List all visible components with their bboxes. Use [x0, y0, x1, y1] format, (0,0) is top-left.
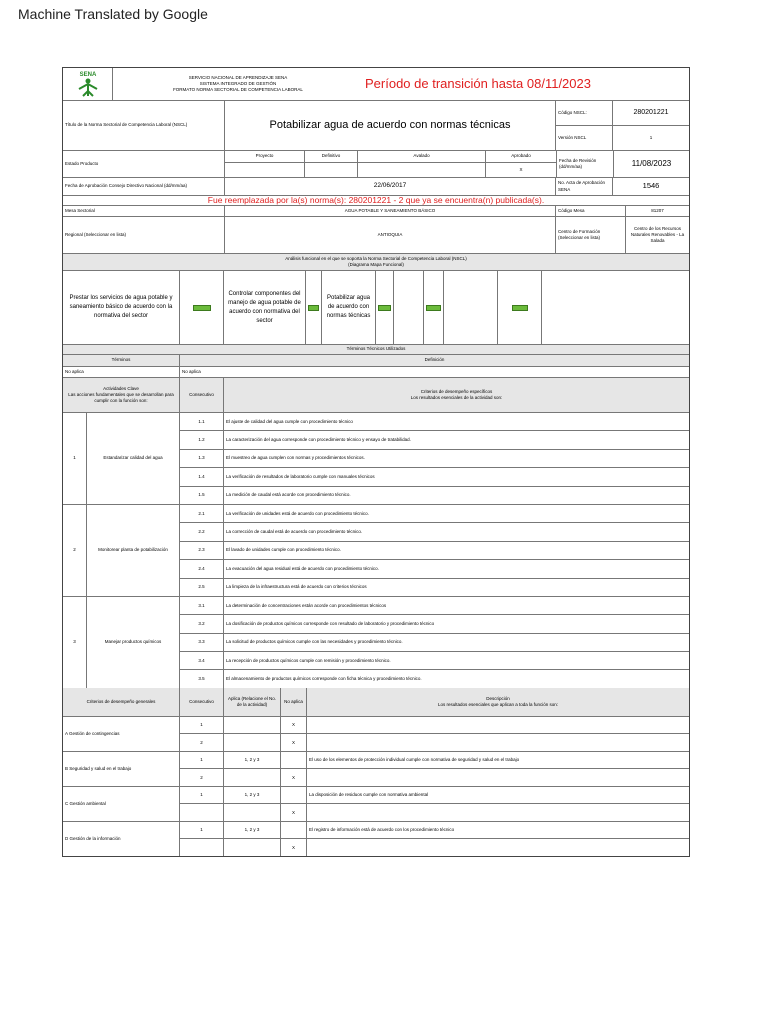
estado-aprobado: Aprobado — [511, 153, 531, 159]
criterio-row — [180, 542, 689, 560]
general-name: D Gestión de la información — [63, 822, 180, 856]
general-row — [180, 804, 689, 821]
terminos-v1: No aplica — [63, 367, 180, 377]
general-row — [180, 822, 689, 840]
actividades-h3: Criterios de desempeño específicos Los resultados esenciales de la actividad son: — [410, 388, 503, 400]
criterio-text: El almacenamiento de productos químicos corresponde con ficha técnica y procedimiento técnico. — [226, 676, 422, 682]
actividad-group — [63, 597, 689, 688]
criterio-text: La dosificación de productos químicos corresponde con resultado de laboratorio y procedimiento técnico — [226, 620, 435, 626]
criterio-num: 2.1 — [180, 505, 224, 522]
fecha-rev-value: 11/08/2023 — [631, 158, 672, 168]
criterio-row — [180, 523, 689, 541]
criterio-row — [180, 615, 689, 633]
criterio-num: 2.4 — [180, 560, 224, 577]
generales-body — [63, 717, 689, 856]
general-row — [180, 752, 689, 770]
generales-h3: Aplica (Relacione el No. de la actividad) — [224, 688, 281, 716]
org-line-3: FORMATO NORMA SECTORIAL DE COMPETENCIA LABORAL — [173, 87, 303, 93]
criterio-num: 2.3 — [180, 542, 224, 559]
criterio-text: El ajuste de calidad del agua cumple con procedimiento técnico — [226, 418, 353, 424]
general-row — [180, 839, 689, 856]
fecha-apro-label: Fecha de Aprobación Consejo Directivo Nacional (dd/mm/aa) — [63, 178, 225, 195]
general-row — [180, 734, 689, 751]
criterio-text: El lavado de unidades cumple con procedimiento técnico. — [226, 547, 341, 553]
actividades-body — [63, 413, 689, 688]
arrow-icon — [193, 305, 211, 311]
actividad-num: 3 — [63, 597, 87, 688]
transition-notice: Período de transición hasta 08/11/2023 — [365, 76, 591, 92]
general-no-aplica — [281, 787, 307, 804]
terminos-heading: Términos Técnicos Utilizados — [346, 346, 406, 352]
actividad-group — [63, 413, 689, 505]
criterio-text: La caracterización del agua corresponde con procedimiento técnico y ensayo de tratabilidad. — [226, 437, 411, 443]
estado-definitivo: Definitivo — [305, 151, 358, 162]
general-consecutivo: 1 — [180, 717, 224, 734]
criterio-text: El muestreo de agua cumplen con normas y procedimientos técnicos. — [226, 455, 365, 461]
replaced-notice: Fue reemplazada por la(s) norma(s): 280201221 - 2 que ya se encuentra(n) publicada(s). — [207, 196, 545, 205]
general-descripcion — [307, 734, 689, 751]
actividad-name: Manejar productos químicos — [87, 597, 180, 688]
actividad-group — [63, 505, 689, 597]
general-consecutivo: 1 — [180, 752, 224, 769]
centro-value: Centro de los Recursos Naturales Renovables - La Salada — [630, 225, 685, 244]
mesa-label: Mesa Sectorial — [63, 206, 225, 216]
estado-label: Estado Producto — [63, 151, 225, 177]
title-label: Título de la Norma Sectorial de Competencia Laboral (NSCL) — [63, 101, 225, 150]
criterio-row — [180, 670, 689, 687]
general-group — [63, 822, 689, 856]
norma-title: Potabilizar agua de acuerdo con normas técnicas — [225, 101, 556, 150]
terminos-col1: Términos — [63, 355, 180, 366]
codigo-mesa-value: 81207 — [651, 207, 664, 213]
criterio-num: 1.5 — [180, 487, 224, 504]
sena-logo-icon — [75, 69, 101, 99]
version-label: Versión NSCL — [556, 126, 613, 150]
general-descripcion: El registro de información está de acuerdo con los procedimiento técnico — [309, 827, 455, 833]
mesa-value: AGUA POTABLE Y SANEAMIENTO BÁSICO — [225, 206, 556, 216]
estado-proyecto: Proyecto — [225, 151, 305, 162]
criterio-row — [180, 487, 689, 504]
norma-sheet — [62, 67, 690, 857]
estado-avalado: Avalado — [358, 151, 486, 162]
arrow-icon — [378, 305, 391, 311]
map-box-2: Controlar componentes del manejo de agua potable de acuerdo con normativa del sector — [224, 271, 306, 344]
general-no-aplica — [281, 822, 307, 839]
criterio-num: 3.5 — [180, 670, 224, 687]
criterio-row — [180, 505, 689, 523]
criterio-row — [180, 634, 689, 652]
general-descripcion: La disposición de residuos cumple con normativa ambiental — [309, 792, 429, 798]
criterio-num: 1.3 — [180, 450, 224, 467]
map-box-3: Potabilizar agua de acuerdo con normas técnicas — [322, 271, 376, 344]
arrow-5 — [498, 271, 541, 344]
criterio-text: La medición de caudal está acorde con procedimiento técnico. — [226, 492, 351, 498]
general-name: C Gestión ambiental — [63, 787, 180, 821]
criterio-num: 1.4 — [180, 468, 224, 485]
general-consecutivo: 1 — [180, 822, 224, 839]
criterio-row — [180, 468, 689, 486]
general-descripcion — [307, 804, 689, 821]
codigo-label: Código NSCL: — [556, 101, 613, 125]
machine-translated-banner: Machine Translated by Google — [18, 6, 208, 22]
general-aplica: 1, 2 y 3 — [224, 752, 281, 769]
general-consecutivo: 2 — [180, 734, 224, 751]
actividad-num: 2 — [63, 505, 87, 596]
arrow-1 — [180, 271, 224, 344]
general-no-aplica: X — [281, 769, 307, 786]
general-consecutivo — [180, 839, 224, 856]
criterio-row — [180, 431, 689, 449]
general-descripcion — [307, 839, 689, 856]
general-no-aplica — [281, 752, 307, 769]
svg-text:SENA: SENA — [79, 72, 96, 78]
criterio-text: La verificación de resultados de laboratorio cumple con manuales técnicos — [226, 473, 375, 479]
criterio-row — [180, 652, 689, 670]
arrow-2 — [306, 271, 322, 344]
general-aplica — [224, 804, 281, 821]
map-box-1: Prestar los servicios de agua potable y saneamiento básico de acuerdo con la normativa del sector — [63, 271, 180, 344]
criterio-text: La limpieza de la infraestructura está de acuerdo con criterios técnicos — [226, 584, 367, 590]
general-group — [63, 787, 689, 822]
general-descripcion: El uso de los elementos de protección individual cumple con normativa de seguridad y salud en el trabajo — [309, 757, 520, 763]
codigo-value: 280201221 — [633, 109, 669, 117]
criterio-text: La determinación de concentraciones están acorde con procedimientos técnicos — [226, 602, 387, 608]
general-aplica: 1, 2 y 3 — [224, 822, 281, 839]
general-consecutivo: 2 — [180, 769, 224, 786]
criterio-num: 3.1 — [180, 597, 224, 614]
general-descripcion — [307, 717, 689, 734]
org-line-2: SISTEMA INTEGRADO DE GESTIÓN — [199, 80, 277, 86]
general-name: A Gestión de contingencias — [63, 717, 180, 751]
general-row — [180, 769, 689, 786]
general-no-aplica: X — [281, 717, 307, 734]
general-descripcion — [307, 769, 689, 786]
criterio-row — [180, 413, 689, 431]
criterio-num: 2.5 — [180, 579, 224, 596]
generales-h4: No aplica — [281, 688, 307, 716]
general-group — [63, 717, 689, 752]
actividad-name: Monitorear planta de potabilización — [87, 505, 180, 596]
criterio-row — [180, 450, 689, 468]
arrow-4 — [424, 271, 444, 344]
general-consecutivo — [180, 804, 224, 821]
general-no-aplica: X — [281, 734, 307, 751]
acta-label: No. Acta de Aprobación SENA — [556, 178, 613, 195]
analisis-heading: Análisis funcional en el que se soporta la Norma Sectorial de Competencia Laboral (NSCL) (Diagrama Mapa Funcional) — [285, 255, 467, 267]
criterio-num: 2.2 — [180, 523, 224, 540]
fecha-apro-value: 22/06/2017 — [225, 178, 556, 195]
actividad-num: 1 — [63, 413, 87, 504]
general-no-aplica: X — [281, 839, 307, 856]
criterio-num: 3.2 — [180, 615, 224, 632]
regional-value: ANTIOQUIA — [225, 217, 556, 253]
criterio-num: 3.3 — [180, 634, 224, 651]
regional-label: Regional (Seleccionar en lista) — [63, 217, 225, 253]
criterio-row — [180, 597, 689, 615]
terminos-v2: No aplica — [182, 368, 201, 374]
criterio-text: La evacuación del agua residual está de acuerdo con procedimiento técnico. — [226, 565, 379, 571]
criterio-row — [180, 579, 689, 596]
general-no-aplica: X — [281, 804, 307, 821]
criterio-text: La verificación de unidades está de acuerdo con procedimiento técnico. — [226, 510, 369, 516]
criterio-num: 1.2 — [180, 431, 224, 448]
actividades-h1: Actividades Clave Las acciones fundamentales que se desarrollan para cumplir con la función son: — [63, 378, 180, 412]
criterio-text: La solicitud de productos químicos cumple con las necesidades y procedimiento técnico. — [226, 639, 403, 645]
version-value: 1 — [649, 134, 653, 140]
general-aplica — [224, 839, 281, 856]
arrow-icon — [426, 305, 441, 311]
org-line-1: SERVICIO NACIONAL DE APRENDIZAJE SENA — [188, 74, 288, 80]
actividad-name: Estandarizar calidad del agua — [87, 413, 180, 504]
actividades-h2: Consecutivo — [180, 378, 224, 412]
generales-h1: Criterios de desempeño generales — [63, 688, 180, 716]
general-aplica — [224, 734, 281, 751]
generales-h2: Consecutivo — [180, 688, 224, 716]
acta-value: 1546 — [642, 181, 660, 191]
arrow-icon — [512, 305, 528, 311]
arrow-icon — [308, 305, 319, 311]
criterio-text: La recepción de productos químicos cumple con remisión y procedimiento técnico. — [226, 657, 391, 663]
general-row — [180, 787, 689, 805]
general-group — [63, 752, 689, 787]
criterio-text: La corrección de caudal está de acuerdo con procedimiento técnico. — [226, 529, 363, 534]
org-lines — [113, 68, 363, 100]
general-name: B Seguridad y salud en el trabajo — [63, 752, 180, 786]
terminos-col2: Definición — [424, 357, 445, 363]
general-aplica: 1, 2 y 3 — [224, 787, 281, 804]
codigo-mesa-label: Código Mesa — [556, 206, 626, 216]
general-aplica — [224, 717, 281, 734]
general-consecutivo: 1 — [180, 787, 224, 804]
criterio-row — [180, 560, 689, 578]
estado-mark: X — [519, 166, 523, 172]
generales-h5: Descripción Los resultados esenciales que aplican a toda la función son: — [437, 695, 559, 707]
general-aplica — [224, 769, 281, 786]
sena-logo — [63, 68, 113, 100]
criterio-num: 3.4 — [180, 652, 224, 669]
arrow-3 — [376, 271, 394, 344]
centro-label: Centro de Formación (Seleccionar en lista) — [556, 217, 626, 253]
fecha-rev-label: Fecha de Revisión (dd/mm/aa) — [557, 151, 614, 177]
general-row — [180, 717, 689, 735]
criterio-num: 1.1 — [180, 413, 224, 430]
